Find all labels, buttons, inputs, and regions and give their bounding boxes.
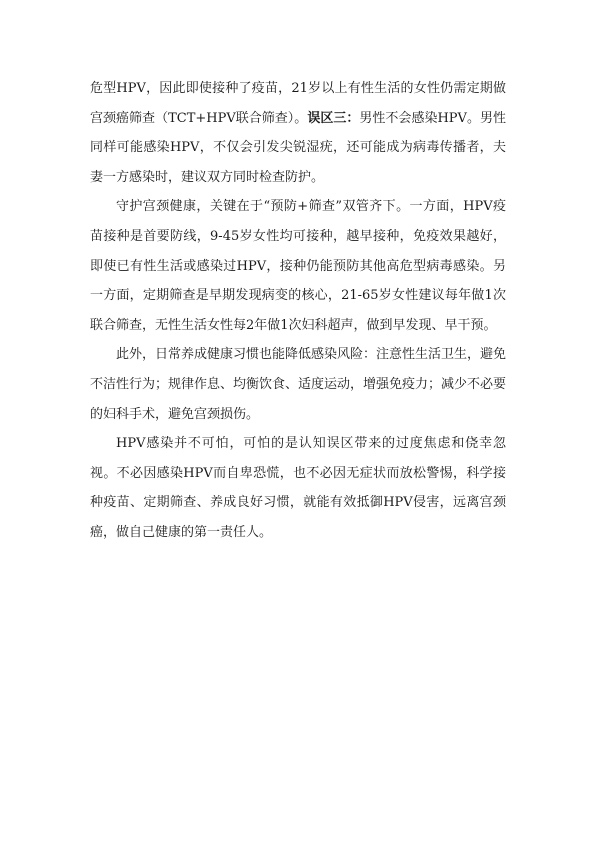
paragraph-conclusion: HPV感染并不可怕，可怕的是认知误区带来的过度焦虑和侥幸忽视。不必因感染HPV而自卑恐慌，也不必因无症状而放松警惕，科学接种疫苗、定期筛查、养成良好习惯，就能有效抵御HPV侵害，远离宫颈癌，做自己健康的第一责任人。 [90,436,506,540]
document-page [90,74,506,548]
myth-three-heading: 误区三： [307,110,360,126]
paragraph-text-end: 男性不会感染HPV。男性同样可能感染HPV，不仅会引发尖锐湿疣，还可能成为病毒传播者，夫妻一方感染时，建议双方同时检查防护。 [90,110,506,185]
paragraph-prevention-screening: 守护宫颈健康，关键在于“预防+筛查”双管齐下。一方面，HPV疫苗接种是首要防线，9-45岁女性均可接种，越早接种，免疫效果越好，即使已有性生活或感染过HPV，接种仍能预防其他高危型病毒感染。另一方面，定期筛查是早期发现病变的核心，21-65岁女性建议每年做1次联合筛查，无性生活女性每2年做1次妇科超声，做到早发现、早干预。 [90,199,506,333]
paragraph-cervical-screening-continued [90,74,506,192]
paragraph-healthy-habits: 此外，日常养成健康习惯也能降低感染风险：注意性生活卫生，避免不洁性行为；规律作息、均衡饮食、适度运动，增强免疫力；减少不必要的妇科手术，避免宫颈损伤。 [90,347,507,422]
paragraph-text-start: 危型HPV，因此即使接种了疫苗，21岁以上有性生活的女性仍需定期做宫颈癌筛查（TCT+HPV联合筛查）。 [90,81,506,126]
